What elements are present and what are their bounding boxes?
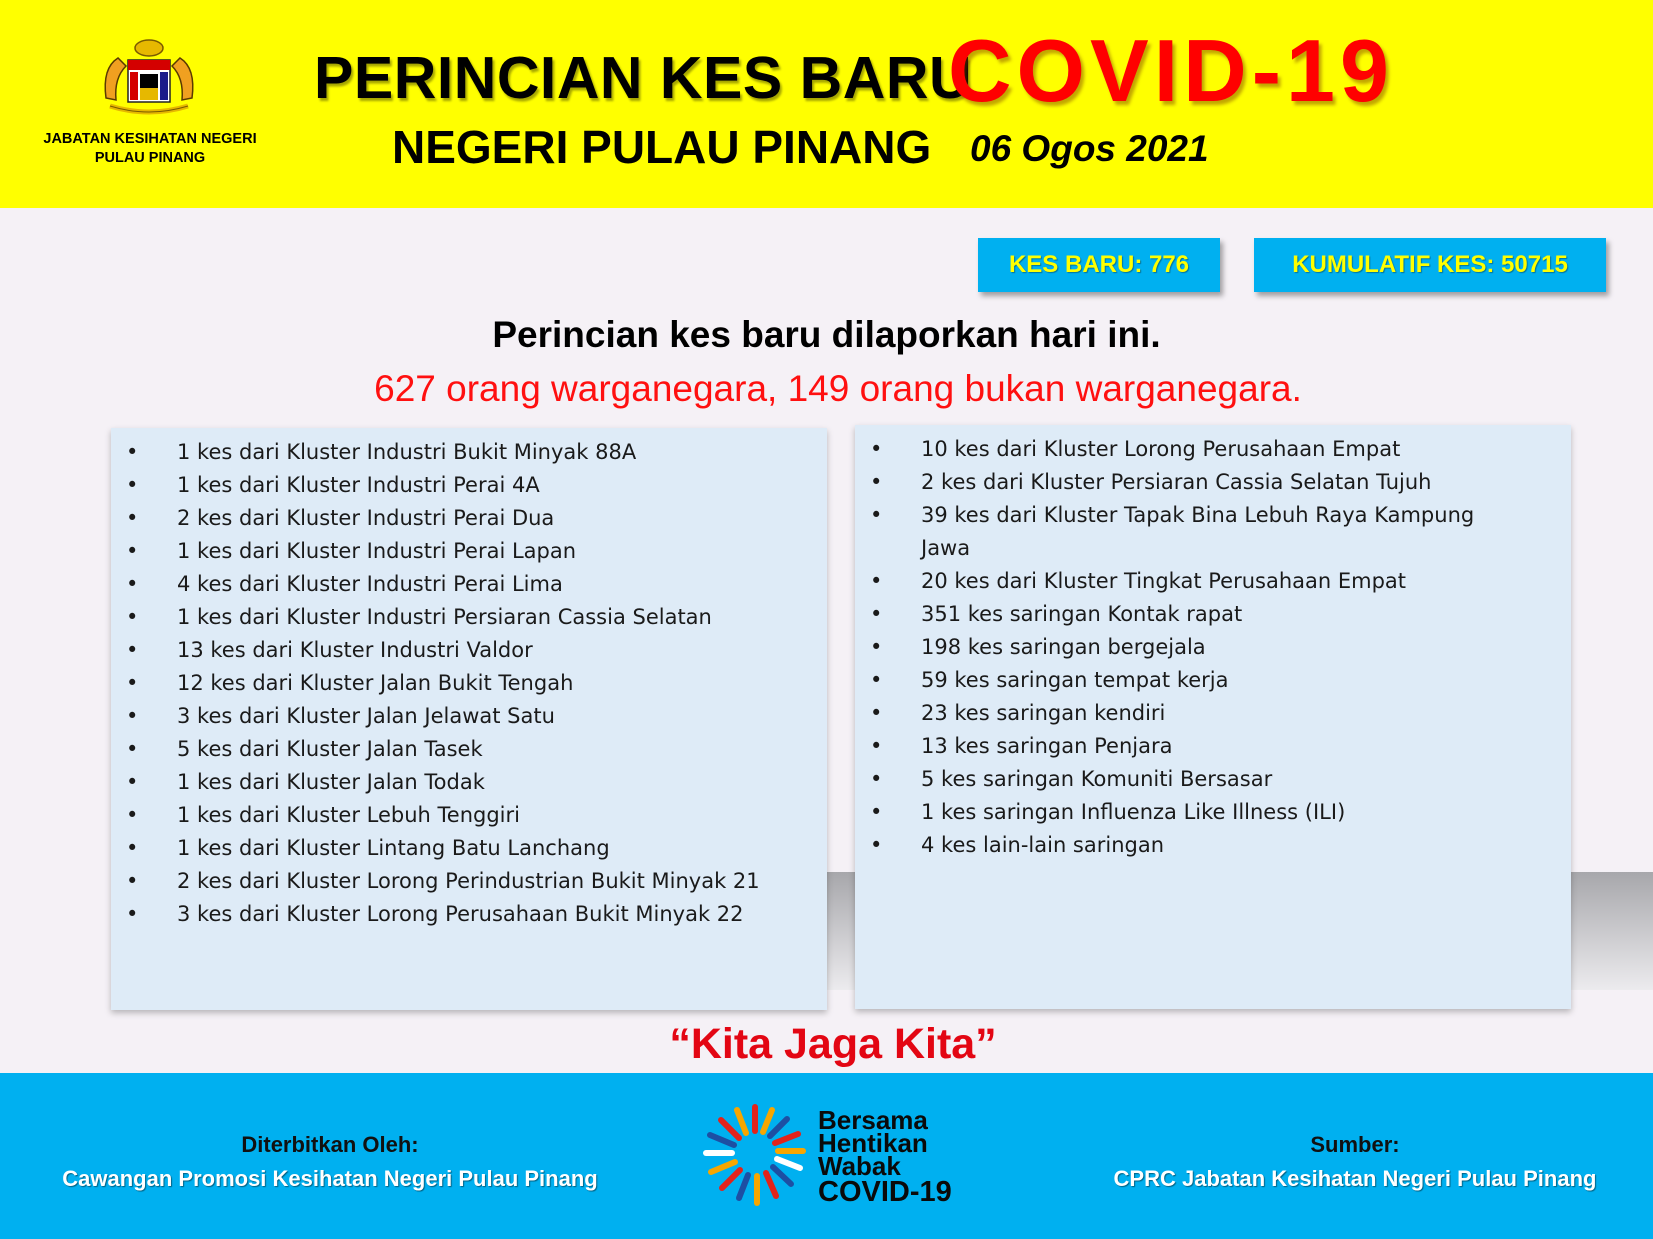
footer [0,1073,1653,1239]
list-item: • 1 kes dari Kluster Industri Persiaran Cassia Selatan [111,601,827,634]
report-date: 06 Ogos 2021 [970,128,1209,169]
new-cases-badge: KES BARU: 776 [978,238,1220,292]
subheading: Perincian kes baru dilaporkan hari ini. [492,314,1161,355]
cluster-list-left [111,428,827,1010]
campaign-line: Hentikan [818,1128,928,1158]
cumulative-cases-badge: KUMULATIF KES: 50715 [1254,238,1606,292]
list-item: • 1 kes dari Kluster Industri Perai Lapan [111,535,827,568]
list-item: • 59 kes saringan tempat kerja [855,664,1571,697]
list-item: • 23 kes saringan kendiri [855,697,1571,730]
list-item: • 20 kes dari Kluster Tingkat Perusahaan Empat [855,565,1571,598]
campaign-line: Wabak [818,1151,901,1181]
campaign-text [818,1105,952,1208]
source-block [1095,1128,1615,1196]
list-item: • 5 kes saringan Komuniti Bersasar [855,763,1571,796]
citizenship-summary: 627 orang warganegara, 149 orang bukan warganegara. [374,368,1302,409]
list-item: • 1 kes dari Kluster Industri Perai 4A [111,469,827,502]
state-title: NEGERI PULAU PINANG [392,121,932,173]
list-item: • 4 kes dari Kluster Industri Perai Lima [111,568,827,601]
list-item: • 1 kes dari Kluster Industri Bukit Minyak 88A [111,436,827,469]
list-item: • 2 kes dari Kluster Industri Perai Dua [111,502,827,535]
list-item: • 3 kes dari Kluster Lorong Perusahaan Bukit Minyak 22 [111,898,827,931]
motto: “Kita Jaga Kita” [669,1020,997,1068]
campaign-line: COVID-19 [818,1176,952,1208]
list-item: • 2 kes dari Kluster Lorong Perindustrian Bukit Minyak 21 [111,865,827,898]
list-item: • 13 kes saringan Penjara [855,730,1571,763]
list-item: • 1 kes dari Kluster Jalan Todak [111,766,827,799]
list-item: • 4 kes lain-lain saringan [855,829,1571,862]
list-item: • 1 kes dari Kluster Lintang Batu Lanchang [111,832,827,865]
list-item: • 351 kes saringan Kontak rapat [855,598,1571,631]
list-item: • 2 kes dari Kluster Persiaran Cassia Selatan Tujuh [855,466,1571,499]
publisher-name: Cawangan Promosi Kesihatan Negeri Pulau Pinang [62,1166,598,1191]
list-item: • 1 kes saringan Influenza Like Illness (ILI) [855,796,1571,829]
list-item: • 198 kes saringan bergejala [855,631,1571,664]
campaign-line: Bersama [818,1105,928,1135]
list-item: • 1 kes dari Kluster Lebuh Tenggiri [111,799,827,832]
publisher-label: Diterbitkan Oleh: [241,1132,419,1157]
list-item: • 3 kes dari Kluster Jalan Jelawat Satu [111,700,827,733]
list-item: • 13 kes dari Kluster Industri Valdor [111,634,827,667]
department-name: JABATAN KESIHATAN NEGERI PULAU PINANG [43,131,257,166]
list-item: • 10 kes dari Kluster Lorong Perusahaan Empat [855,433,1571,466]
cluster-list-right [855,425,1571,1009]
header-banner [0,0,1653,208]
page-title: PERINCIAN KES BARU [314,45,973,111]
source-label: Sumber: [1310,1132,1400,1157]
source-name: CPRC Jabatan Kesihatan Negeri Pulau Pinang [1113,1166,1597,1191]
list-item: • 12 kes dari Kluster Jalan Bukit Tengah [111,667,827,700]
covid-title: COVID-19 [948,21,1394,120]
list-item: • 5 kes dari Kluster Jalan Tasek [111,733,827,766]
campaign-burst-icon [700,1101,810,1211]
coat-of-arms-icon [88,38,210,124]
publisher-block [40,1128,620,1196]
list-item: • 39 kes dari Kluster Tapak Bina Lebuh Raya Kampung Jawa [855,499,1571,565]
campaign-logo [700,1101,970,1221]
